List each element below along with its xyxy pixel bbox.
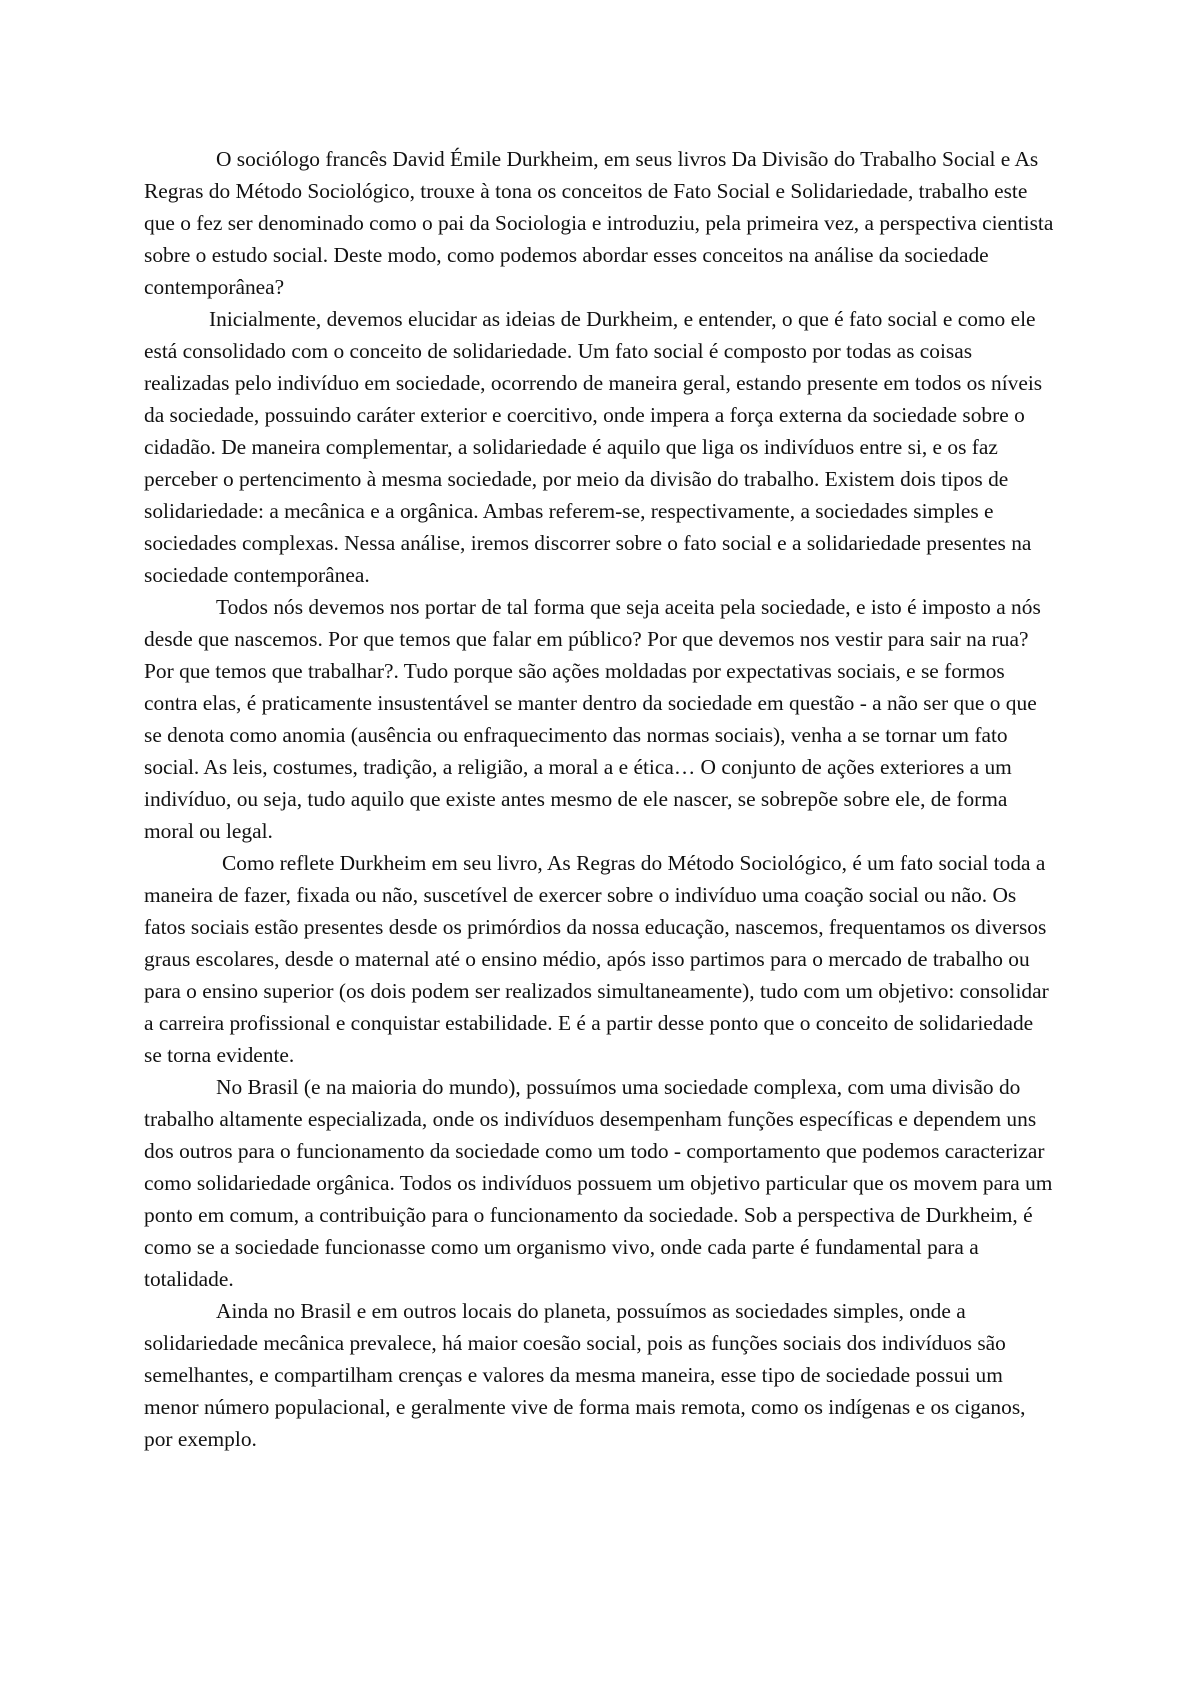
paragraph-intro: O sociólogo francês David Émile Durkheim, em seus livros Da Divisão do Trabalho Social e As Regras do Método Sociológico, trouxe à tona os conceitos de Fato Social e Solidariedade, trabalho este que o fez ser denominado como o pai da Sociologia e introduziu, pela primeira vez, a perspectiva cientista sobre o estudo social. Deste modo, como podemos abordar esses conceitos na análise da sociedade contemporânea? [144,147,1054,299]
paragraph-expectativas: Todos nós devemos nos portar de tal forma que seja aceita pela sociedade, e isto é imposto a nós desde que nascemos. Por que temos que falar em público? Por que devemos nos vestir para sair na rua? Por que temos que trabalhar?. Tudo porque são ações moldadas por expectativas sociais, e se formos contra elas, é praticamente insustentável se manter dentro da sociedade em questão - a não ser que o que se denota como anomia (ausência ou enfraquecimento das normas sociais), venha a se tornar um fato social. As leis, costumes, tradição, a religião, a moral a e ética… O conjunto de ações exteriores a um indivíduo, ou seja, tudo aquilo que existe antes mesmo de ele nascer, se sobrepõe sobre ele, de forma moral ou legal. [144,595,1041,843]
paragraph-fato-social: Inicialmente, devemos elucidar as ideias de Durkheim, e entender, o que é fato social e como ele está consolidado com o conceito de solidariedade. Um fato social é composto por todas as coisas realizadas pelo indivíduo em sociedade, ocorrendo de maneira geral, estando presente em todos os níveis da sociedade, possuindo caráter exterior e coercitivo, onde impera a força externa da sociedade sobre o cidadão. De maneira complementar, a solidariedade é aquilo que liga os indivíduos entre si, e os faz perceber o pertencimento à mesma sociedade, por meio da divisão do trabalho. Existem dois tipos de solidariedade: a mecânica e a orgânica. Ambas referem-se, respectivamente, a sociedades simples e sociedades complexas. Nessa análise, iremos discorrer sobre o fato social e a solidariedade presentes na sociedade contemporânea. [144,307,1043,587]
paragraph-solidariedade-organica: No Brasil (e na maioria do mundo), possuímos uma sociedade complexa, com uma divisão do trabalho altamente especializada, onde os indivíduos desempenham funções específicas e dependem uns dos outros para o funcionamento da sociedade como um todo - comportamento que podemos caracterizar como solidariedade orgânica. Todos os indivíduos possuem um objetivo particular que os movem para um ponto em comum, a contribuição para o funcionamento da sociedade. Sob a perspectiva de Durkheim, é como se a sociedade funcionasse como um organismo vivo, onde cada parte é fundamental para a totalidade. [144,1075,1053,1291]
document-body [144,143,1056,1455]
paragraph-solidariedade-mecanica: Ainda no Brasil e em outros locais do planeta, possuímos as sociedades simples, onde a solidariedade mecânica prevalece, há maior coesão social, pois as funções sociais dos indivíduos são semelhantes, e compartilham crenças e valores da mesma maneira, esse tipo de sociedade possui um menor número populacional, e geralmente vive de forma mais remota, como os indígenas e os ciganos, por exemplo. [144,1299,1026,1451]
paragraph-regras-metodo: Como reflete Durkheim em seu livro, As Regras do Método Sociológico, é um fato social toda a maneira de fazer, fixada ou não, suscetível de exercer sobre o indivíduo uma coação social ou não. Os fatos sociais estão presentes desde os primórdios da nossa educação, nascemos, frequentamos os diversos graus escolares, desde o maternal até o ensino médio, após isso partimos para o mercado de trabalho ou para o ensino superior (os dois podem ser realizados simultaneamente), tudo com um objetivo: consolidar a carreira profissional e conquistar estabilidade. E é a partir desse ponto que o conceito de solidariedade se torna evidente. [144,851,1049,1067]
